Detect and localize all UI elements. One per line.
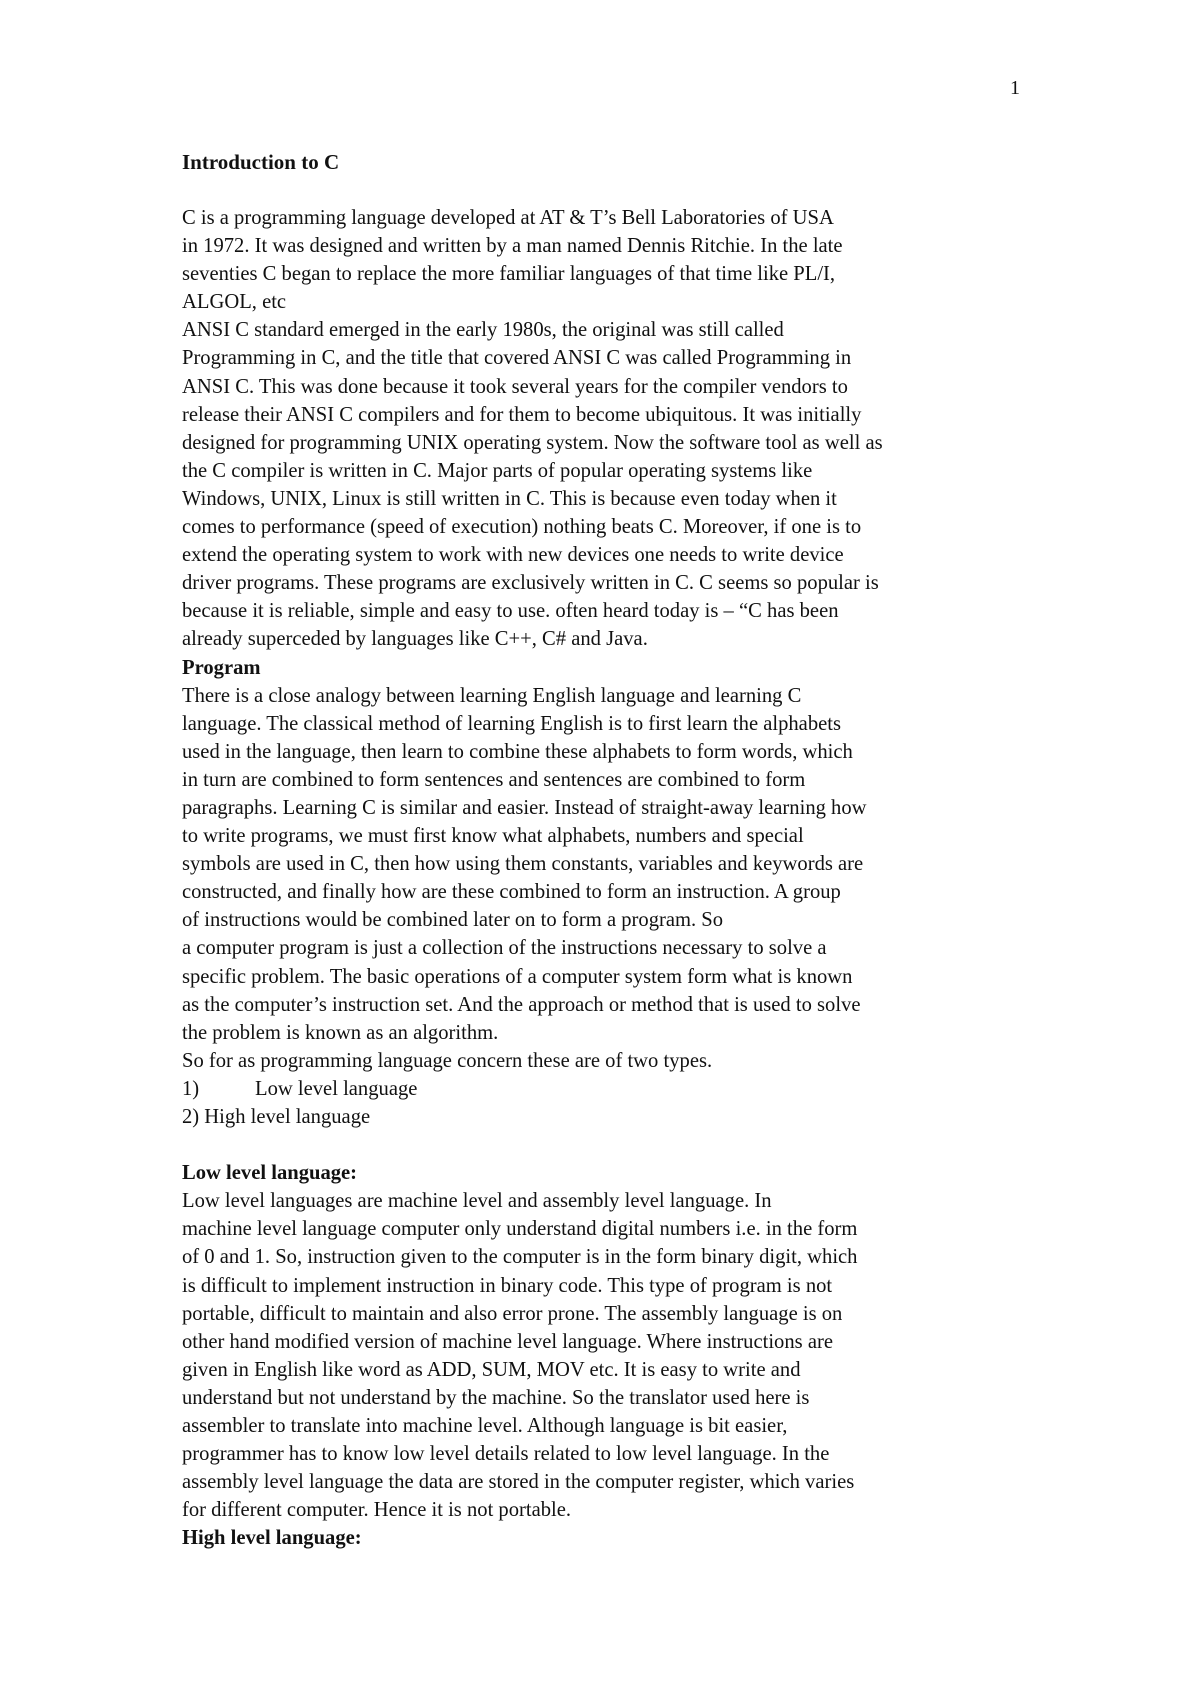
program-line: paragraphs. Learning C is similar and easier. Instead of straight-away learning how <box>182 796 867 819</box>
intro-line: comes to performance (speed of execution) nothing beats C. Moreover, if one is to <box>182 516 862 539</box>
program-line: used in the language, then learn to combine these alphabets to form words, which <box>182 740 853 763</box>
program-line: the problem is known as an algorithm. <box>182 1021 499 1044</box>
program-line: So for as programming language concern these are of two types. <box>182 1049 713 1072</box>
low-level-line: assembly level language the data are stored in the computer register, which varies <box>182 1471 855 1494</box>
program-line: There is a close analogy between learning English language and learning C <box>182 684 802 707</box>
low-level-line: Low level languages are machine level and assembly level language. In <box>182 1190 772 1213</box>
spacer <box>182 1131 1042 1159</box>
program-line: language. The classical method of learning English is to first learn the alphabets <box>182 712 841 735</box>
program-heading: Program <box>182 656 261 679</box>
low-level-line: for different computer. Hence it is not portable. <box>182 1499 572 1522</box>
program-line: in turn are combined to form sentences and sentences are combined to form <box>182 768 806 791</box>
low-level-line: programmer has to know low level details related to low level language. In the <box>182 1443 830 1466</box>
program-line: as the computer’s instruction set. And the approach or method that is used to solve <box>182 993 861 1016</box>
low-level-line: other hand modified version of machine level language. Where instructions are <box>182 1330 833 1353</box>
program-section <box>182 654 1042 1132</box>
intro-line: ANSI C standard emerged in the early 1980s, the original was still called <box>182 319 784 342</box>
low-level-heading: Low level language: <box>182 1162 358 1185</box>
low-level-line: is difficult to implement instruction in binary code. This type of program is not <box>182 1274 833 1297</box>
program-line: constructed, and finally how are these combined to form an instruction. A group <box>182 881 841 904</box>
document-body <box>182 204 1042 1553</box>
page-number: 1 <box>1010 77 1020 99</box>
list-item-text: Low level language <box>255 1077 418 1100</box>
intro-line: in 1972. It was designed and written by a man named Dennis Ritchie. In the late <box>182 235 843 258</box>
intro-line: ANSI C. This was done because it took several years for the compiler vendors to <box>182 375 848 398</box>
list-item-number: 1) <box>182 1077 200 1100</box>
intro-line: driver programs. These programs are exclusively written in C. C seems so popular is <box>182 572 879 595</box>
low-level-line: given in English like word as ADD, SUM, MOV etc. It is easy to write and <box>182 1358 801 1381</box>
intro-line: seventies C began to replace the more familiar languages of that time like PL/I, <box>182 263 836 286</box>
intro-line: already superceded by languages like C++, C# and Java. <box>182 628 648 651</box>
high-level-section <box>182 1524 1042 1552</box>
low-level-line: understand but not understand by the machine. So the translator used here is <box>182 1386 810 1409</box>
intro-line: Programming in C, and the title that covered ANSI C was called Programming in <box>182 347 852 370</box>
program-line: specific problem. The basic operations of a computer system form what is known <box>182 965 853 988</box>
high-level-heading: High level language: <box>182 1527 362 1550</box>
program-line: a computer program is just a collection of the instructions necessary to solve a <box>182 937 827 960</box>
low-level-section <box>182 1159 1042 1524</box>
intro-line: release their ANSI C compilers and for them to become ubiquitous. It was initially <box>182 403 862 426</box>
intro-line: designed for programming UNIX operating system. Now the software tool as well as <box>182 431 883 454</box>
low-level-line: portable, difficult to maintain and also error prone. The assembly language is on <box>182 1302 843 1325</box>
intro-line: ALGOL, etc <box>182 291 287 314</box>
intro-line: the C compiler is written in C. Major parts of popular operating systems like <box>182 459 813 482</box>
low-level-line: machine level language computer only understand digital numbers i.e. in the form <box>182 1218 858 1241</box>
program-line: of instructions would be combined later on to form a program. So <box>182 909 724 932</box>
intro-line: C is a programming language developed at AT & T’s Bell Laboratories of USA <box>182 207 834 229</box>
intro-line: because it is reliable, simple and easy to use. often heard today is – “C has been <box>182 600 839 623</box>
document-title: Introduction to C <box>182 150 340 174</box>
list-item: 2) High level language <box>182 1106 371 1128</box>
intro-section <box>182 204 1042 654</box>
intro-line: Windows, UNIX, Linux is still written in C. This is because even today when it <box>182 487 837 510</box>
intro-line: extend the operating system to work with new devices one needs to write device <box>182 544 844 567</box>
list-item <box>182 1075 1042 1103</box>
low-level-line: of 0 and 1. So, instruction given to the computer is in the form binary digit, which <box>182 1246 858 1269</box>
program-line: to write programs, we must first know what alphabets, numbers and special <box>182 825 804 848</box>
low-level-line: assembler to translate into machine level. Although language is bit easier, <box>182 1415 788 1438</box>
program-line: symbols are used in C, then how using them constants, variables and keywords are <box>182 853 864 876</box>
